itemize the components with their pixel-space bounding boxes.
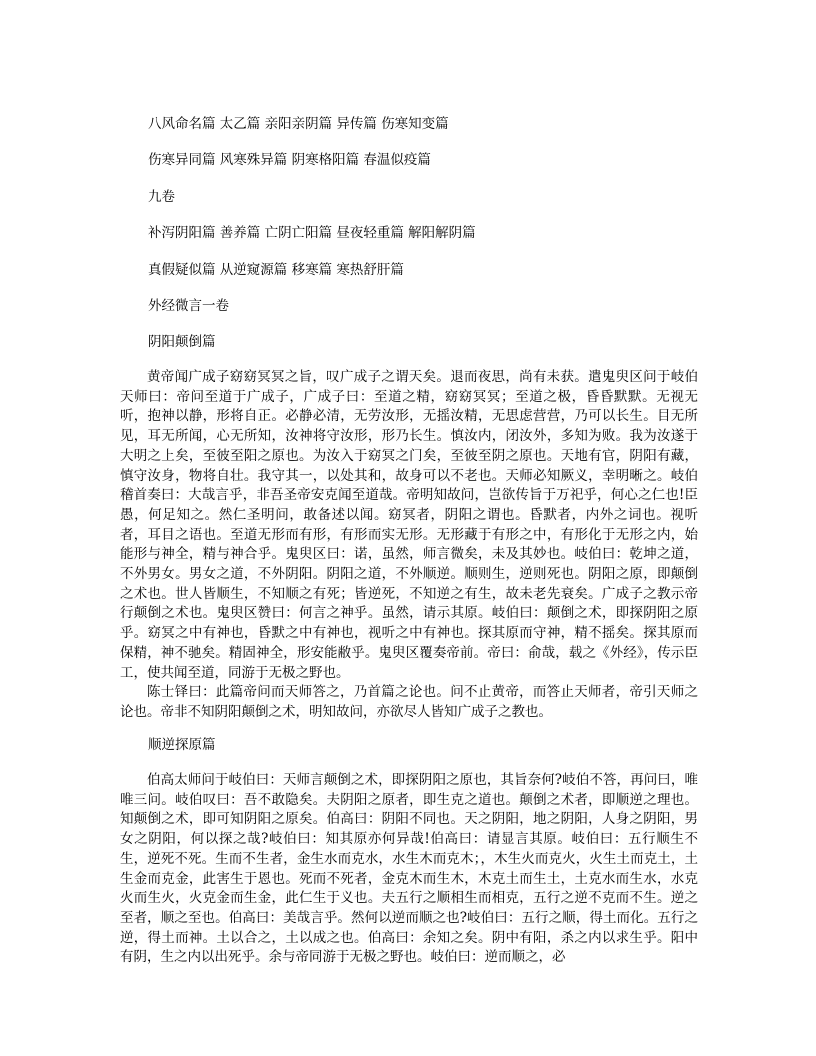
volume-heading: 九卷 bbox=[148, 189, 175, 205]
toc-line: 真假疑似篇 从逆窥源篇 移寒篇 寒热舒肝篇 bbox=[148, 262, 404, 278]
section-heading: 阴阳颠倒篇 bbox=[148, 334, 216, 350]
toc-line: 八风命名篇 太乙篇 亲阳亲阴篇 异传篇 伤寒知变篇 bbox=[148, 116, 449, 132]
section-body: 黄帝闻广成子窈窈冥冥之旨，叹广成子之谓天矣。退而夜思，尚有未获。遣鬼臾区问于岐伯天师曰：帝问至道于广成子，广成子曰：至道之精，窈窈冥冥；至道之极，昏昏默默。无视无听，抱神以静，形将自正。必静必清，无劳汝形，无摇汝精，无思虑营营，乃可以长生。目无所见，耳无所闻，心无所知，汝神将守汝形，形乃长生。慎汝内，闭汝外，多知为败。我为汝遂于大明之上矣，至彼至阳之原也。为汝入于窈冥之门矣，至彼至阴之原也。天地有官，阴阳有藏，慎守汝身，物将自壮。我守其一，以处其和，故身可以不老也。天师必知厥义，幸明晰之。岐伯稽首奏曰：大哉言乎，非吾圣帝安克闻至道哉。帝明知故问，岂欲传旨于万祀乎，何心之仁也!臣愚，何足知之。然仁圣明问，敢备述以闻。窈冥者，阴阳之谓也。昏默者，内外之词也。视听者，耳目之语也。至道无形而有形，有形而实无形。无形藏于有形之中，有形化于无形之内，始能形与神全，精与神合乎。鬼臾区曰：诺，虽然，师言微矣，未及其妙也。岐伯曰：乾坤之道，不外男女。男女之道，不外阴阳。阴阳之道，不外顺逆。顺则生，逆则死也。阴阳之原，即颠倒之术也。世人皆顺生，不知顺之有死；皆逆死，不知逆之有生，故未老先衰矣。广成子之教示帝行颠倒之术也。鬼臾区赞曰：何言之神乎。虽然，请示其原。岐伯曰：颠倒之术，即探阴阳之原乎。窈冥之中有神也，昏默之中有神也，视听之中有神也。探其原而守神，精不摇矣。探其原而保精，神不驰矣。精固神全，形安能敝乎。鬼臾区覆奏帝前。帝曰：俞哉，载之《外经》，传示臣工，使共闻至道，同游于无极之野也。 bbox=[120, 369, 698, 681]
toc-line: 伤寒异同篇 风寒殊异篇 阴寒格阳篇 春温似疫篇 bbox=[148, 152, 431, 168]
book-heading: 外经微言一卷 bbox=[148, 298, 229, 314]
section-heading: 顺逆探原篇 bbox=[148, 737, 216, 753]
section-body: 伯高太师问于岐伯曰：天师言颠倒之术，即探阴阳之原也，其旨奈何?岐伯不答，再问曰，唯唯三问。岐伯叹曰：吾不敢隐矣。夫阴阳之原者，即生克之道也。颠倒之术者，即顺逆之理也。知颠倒之术，即可知阴阳之原矣。伯高曰：阴阳不同也。天之阴阳，地之阴阳，人身之阴阳，男女之阴阳，何以探之哉?岐伯曰：知其原亦何异哉!伯高曰：请显言其原。岐伯曰：五行顺生不生，逆死不死。生而不生者，金生水而克水，水生木而克木；，木生火而克火，火生土而克土，土生金而克金，此害生于恩也。死而不死者，金克木而生木，木克土而生土，土克水而生水，水克火而生火，火克金而生金，此仁生于义也。夫五行之顺相生而相克，五行之逆不克而不生。逆之至者，顺之至也。伯高曰：美哉言乎。然何以逆而顺之也?岐伯曰：五行之顺，得土而化。五行之逆，得土而神。土以合之，土以成之也。伯高曰：余知之矣。阴中有阳，杀之内以求生乎。阳中有阴，生之内以出死乎。余与帝同游于无极之野也。岐伯曰：逆而顺之，必 bbox=[120, 772, 698, 966]
toc-line: 补泻阴阳篇 善养篇 亡阴亡阳篇 昼夜轻重篇 解阳解阴篇 bbox=[148, 225, 476, 241]
commentary-paragraph: 陈士铎曰：此篇帝问而天师答之，乃首篇之论也。问不止黄帝，而答止天师者，帝引天师之论也。帝非不知阴阳颠倒之术，明知故问，亦欲尽人皆知广成子之教也。 bbox=[120, 684, 698, 720]
